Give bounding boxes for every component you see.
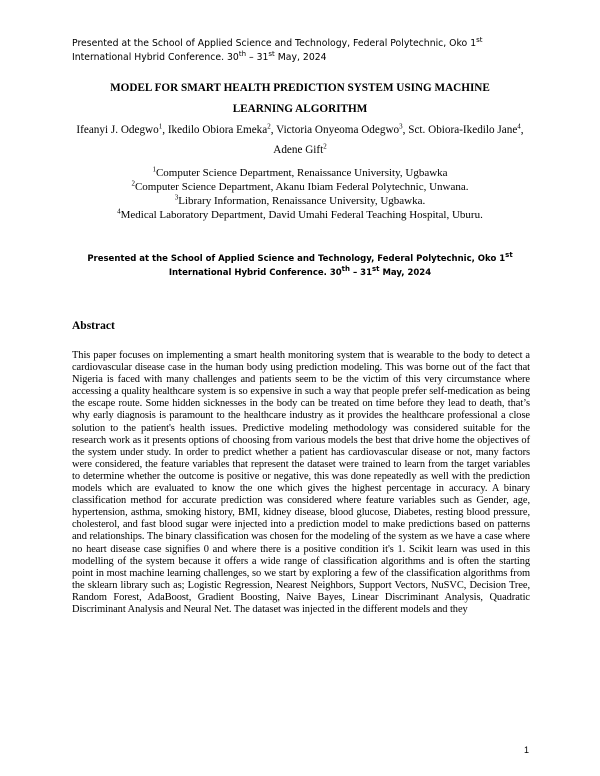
header-sup: st xyxy=(476,35,483,44)
conference-note-sup: st xyxy=(505,251,513,260)
paper-title-line: MODEL FOR SMART HEALTH PREDICTION SYSTEM USING MACHINE xyxy=(110,82,490,94)
header-text: – 31 xyxy=(246,52,269,63)
affiliation-text: Library Information, Renaissance University, Ugbawka. xyxy=(178,195,426,207)
author-name: Sct. Obiora-Ikedilo Jane xyxy=(408,124,518,136)
affiliation-list xyxy=(60,166,540,222)
author-affiliation-marker: 4 xyxy=(517,122,521,131)
author-name: Adene Gift xyxy=(273,144,324,156)
affiliation-text: Medical Laboratory Department, David Umahi Federal Teaching Hospital, Uburu. xyxy=(120,209,483,221)
author-list xyxy=(70,120,530,160)
author-separator: , xyxy=(270,124,277,136)
affiliation-item xyxy=(60,208,540,222)
affiliation-marker: 4 xyxy=(117,207,121,216)
conference-note-text: International Hybrid Conference. 30 xyxy=(168,268,342,278)
author-name: Victoria Onyeoma Odegwo xyxy=(276,124,400,136)
affiliation-marker: 3 xyxy=(174,193,179,202)
affiliation-item xyxy=(60,180,540,194)
abstract-body: This paper focuses on implementing a smart health monitoring system that is wearable to the body to detect a cardiovascular disease case in the human body using prediction modeling. This was borne out of the fact that Nigeria is faced with many challenges and patients seem to be the victim of this very circumstance where accessing a quality healthcare system is so expensive in such a way that people prefer self-medication as being the escape route. Some hidden sicknesses in the body can be treated on time before they lead to death, that’s why early diagnosis is paramount to the healthcare industry as it provides the healthcare professional a close solution to the patient's health issues. Predictive modeling methodology was considered suitable for the research work as it presents options of choosing from various models the best that drive home the objectives of the system under study. In order to predict whether a patient has cardiovascular disease or not, many factors were considered, the feature variables that represent the dataset were trained to learn from the target variables to determine whether the outcome is positive or negative, this was done repeatedly as well with the prediction models which are evaluated to know the one which gives the highest percentage in accuracy. A binary classification method for accurate prediction was considered where feature variables such as Gender, age, hypertension, asthma, smoking history, BMI, kidney disease, blood glucose, Diabetes, resting blood pressure, cholesterol, and fast blood sugar were injected into a prediction model to make predictions based on patterns and relationships. The binary classification was chosen for the modeling of the system as we have a case where no heart disease case signifies 0 and where there is a positive condition it's 1. Scikit learn was used in this modelling of the system because it offers a wide range of classification algorithms and is often the starting point in most machine learning challenges, so we start by exploring a few of the classification algorithms from the sklearn library such as; Logistic Regression, Nearest Neighbors, Support Vectors, NuSVC, Decision Tree, Random Forest, AdaBoost, Gradient Boosting, Naive Bayes, Linear Discriminant Analysis, Quadratic Discriminant Analysis and Neural Net. The dataset was injected in the different models and they xyxy=(72,350,530,615)
conference-note-text: – 31 xyxy=(350,268,372,278)
affiliation-item xyxy=(60,166,540,180)
paper-title xyxy=(60,78,540,120)
author-affiliation-marker: 2 xyxy=(323,142,327,151)
author-affiliation-marker: 1 xyxy=(158,122,163,131)
conference-header xyxy=(72,37,542,65)
header-sup: th xyxy=(238,49,247,58)
affiliation-marker: 1 xyxy=(152,165,156,174)
affiliation-marker: 2 xyxy=(131,179,135,188)
conference-note-text: May, 2024 xyxy=(379,268,432,278)
conference-note-sup: st xyxy=(372,265,380,274)
author-name: Ifeanyi J. Odegwo xyxy=(76,124,159,136)
author-separator: , xyxy=(402,124,409,136)
header-text: Presented at the School of Applied Science and Technology, Federal Polytechnic, Oko 1 xyxy=(72,38,477,49)
author-affiliation-marker: 2 xyxy=(267,122,271,131)
author-affiliation-marker: 3 xyxy=(399,122,403,131)
header-text: May, 2024 xyxy=(274,52,327,63)
header-sup: st xyxy=(268,49,275,58)
affiliation-text: Computer Science Department, Renaissance University, Ugbawka xyxy=(155,167,448,179)
abstract-heading: Abstract xyxy=(72,320,115,332)
page-number: 1 xyxy=(524,745,530,755)
author-name: Ikedilo Obiora Emeka xyxy=(167,124,268,136)
affiliation-text: Computer Science Department, Akanu Ibiam Federal Polytechnic, Unwana. xyxy=(134,181,469,193)
affiliation-item xyxy=(60,194,540,208)
paper-title-line: LEARNING ALGORITHM xyxy=(232,103,368,115)
author-separator: , xyxy=(162,124,168,136)
conference-note-sup: th xyxy=(341,265,350,274)
conference-note xyxy=(66,252,534,280)
author-separator: , xyxy=(520,124,524,136)
conference-note-text: Presented at the School of Applied Science and Technology, Federal Polytechnic, Oko 1 xyxy=(87,254,506,264)
header-text: International Hybrid Conference. 30 xyxy=(72,52,239,63)
